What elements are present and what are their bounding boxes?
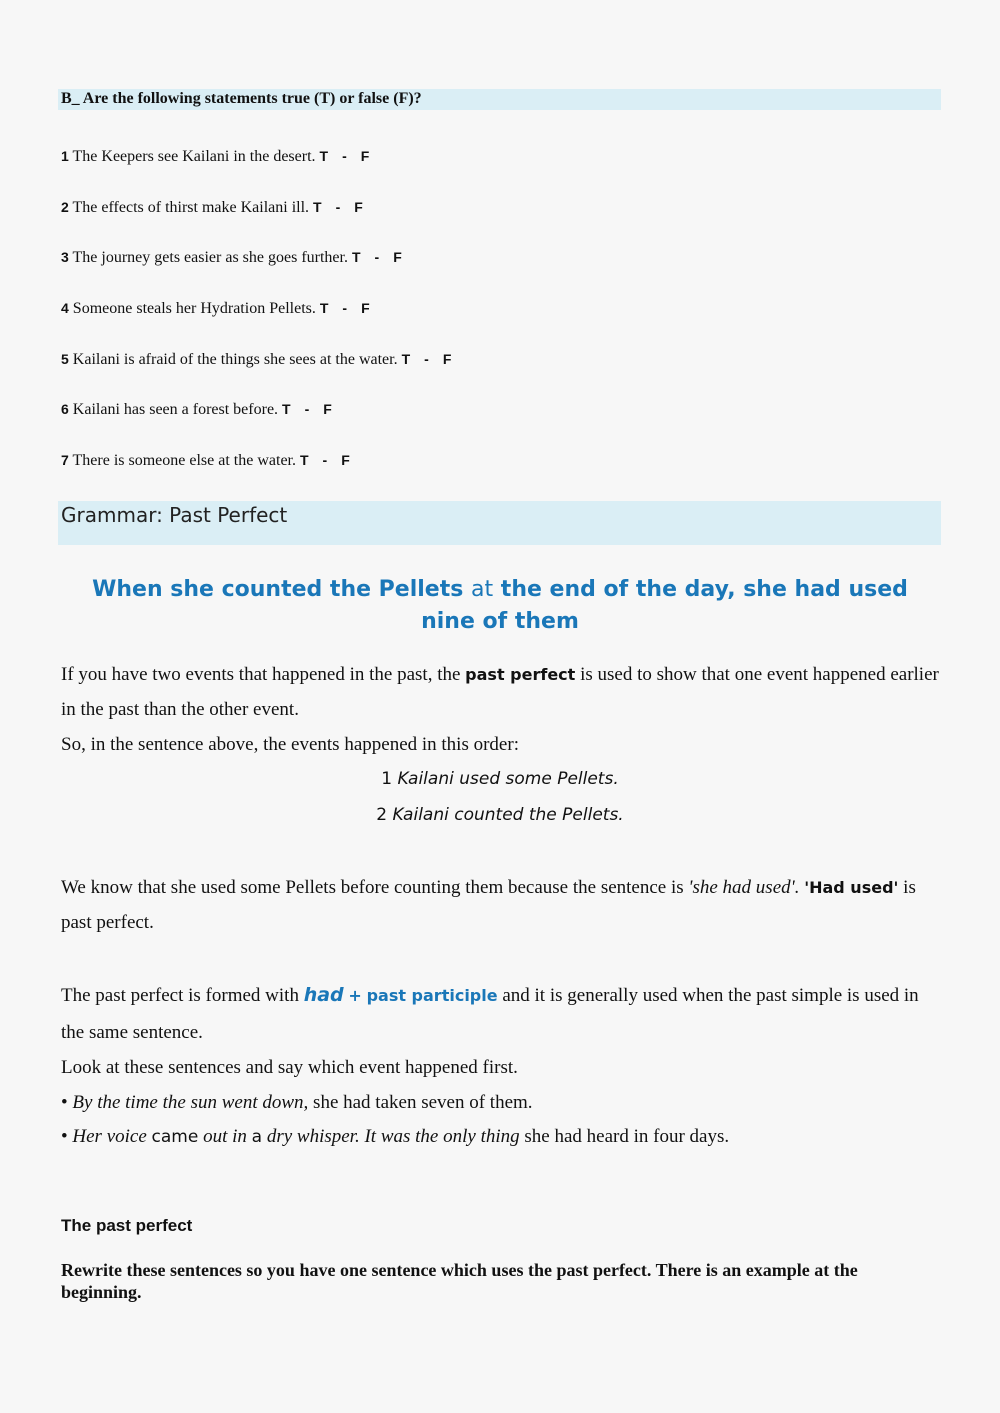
order-item-2 <box>0 805 1000 825</box>
para3-text-a: We know that she used some Pellets before counting them because the sentence is <box>61 877 684 898</box>
true-option[interactable]: T <box>401 351 411 367</box>
true-option[interactable]: T <box>299 452 309 468</box>
dash-separator: - <box>424 351 429 367</box>
formula-past-participle: past participle <box>366 986 498 1005</box>
statement-text: Kailani has seen a forest before. <box>72 401 279 418</box>
para3-text-b: is past perfect. <box>61 877 916 933</box>
dash-separator: - <box>342 148 347 164</box>
bullet1-rest: she had taken seven of them. <box>313 1092 533 1113</box>
false-option[interactable]: F <box>442 351 452 367</box>
statement-number: 1 <box>61 148 69 164</box>
true-false-choice <box>402 351 466 367</box>
true-option[interactable]: T <box>319 300 329 316</box>
example-bullet-1 <box>61 1085 941 1120</box>
order-text: Kailani used some Pellets. <box>397 769 619 789</box>
para1-text-b: is used to show that one event happened earlier in the past than the other event. <box>61 664 939 720</box>
bullet2-sans-1: came <box>151 1127 199 1147</box>
true-false-choice <box>320 300 384 316</box>
bullet-icon: • <box>61 1092 68 1113</box>
false-option[interactable]: F <box>393 249 402 265</box>
dash-separator: - <box>322 452 328 468</box>
true-option[interactable]: T <box>313 199 322 215</box>
exercise-instruction: Rewrite these sentences so you have one sentence which uses the past perfect. There is an example at the beginning. <box>61 1260 858 1302</box>
explanation-paragraph-2: So, in the sentence above, the events happened in this order: <box>61 734 519 755</box>
statement-number: 6 <box>61 401 69 417</box>
bullet2-italic-2: out in <box>203 1126 247 1147</box>
example-sentence-headline <box>70 574 930 638</box>
statement-number: 5 <box>61 351 69 367</box>
headline-at: at <box>471 577 494 602</box>
statement-number: 3 <box>61 249 69 265</box>
statement-item <box>61 452 364 470</box>
dash-separator: - <box>342 300 348 316</box>
exercise-heading: The past perfect <box>61 1216 193 1235</box>
section-b-title: B_ Are the following statements true (T) or false (F)? <box>61 90 422 107</box>
false-option[interactable]: F <box>360 148 370 164</box>
dash-separator: - <box>335 199 341 215</box>
bullet2-italic-3: dry whisper. It was the only thing <box>266 1126 520 1147</box>
explanation-paragraph-4 <box>61 977 941 1051</box>
true-option[interactable]: T <box>282 401 291 417</box>
true-false-choice <box>320 148 384 164</box>
statement-number: 4 <box>61 300 69 316</box>
bullet2-rest: she had heard in four days. <box>524 1126 730 1147</box>
para4-text-b: and it is generally used when the past simple is used in the same sentence. <box>61 985 919 1043</box>
statement-text: Kailani is afraid of the things she sees at the water. <box>72 351 398 368</box>
para4-text-a: The past perfect is formed with <box>61 985 299 1006</box>
para1-bold-term: past perfect <box>465 665 576 684</box>
order-item-1 <box>0 769 1000 789</box>
bullet1-italic: By the time the sun went down, <box>72 1092 309 1113</box>
headline-part2: the end of the day, she had used nine of them <box>421 577 908 634</box>
dash-separator: - <box>374 249 380 265</box>
explanation-paragraph-1 <box>61 657 941 727</box>
statement-text: The Keepers see Kailani in the desert. <box>72 148 316 165</box>
true-false-choice <box>282 401 346 417</box>
statement-item <box>61 401 346 419</box>
false-option[interactable]: F <box>341 452 350 468</box>
explanation-paragraph-3 <box>61 870 941 940</box>
true-option[interactable]: T <box>319 148 329 164</box>
explanation-paragraph-5: Look at these sentences and say which event happened first. <box>61 1057 518 1078</box>
order-text: Kailani counted the Pellets. <box>392 805 624 825</box>
true-false-choice <box>352 249 416 265</box>
example-bullet-2 <box>61 1119 941 1155</box>
statement-text: The effects of thirst make Kailani ill. <box>72 199 310 216</box>
false-option[interactable]: F <box>361 300 370 316</box>
statement-number: 2 <box>61 199 69 215</box>
statement-item <box>61 351 465 369</box>
bullet-icon: • <box>61 1126 68 1147</box>
headline-part1: When she counted the Pellets <box>92 577 464 602</box>
order-num: 1 <box>381 769 393 789</box>
grammar-title: Grammar: Past Perfect <box>61 503 288 527</box>
true-option[interactable]: T <box>351 249 361 265</box>
bullet2-sans-2: a <box>251 1127 263 1147</box>
formula-plus: + <box>348 986 362 1005</box>
dash-separator: - <box>304 401 310 417</box>
statement-item <box>61 148 383 166</box>
formula-had: had <box>303 984 344 1006</box>
order-num: 2 <box>376 805 388 825</box>
true-false-choice <box>313 199 377 215</box>
para3-bold: 'Had used' <box>804 878 899 897</box>
para3-italic: 'she had used'. <box>688 877 800 898</box>
statement-item <box>61 300 384 318</box>
false-option[interactable]: F <box>354 199 363 215</box>
true-false-choice <box>300 452 364 468</box>
statement-item <box>61 199 377 217</box>
statement-number: 7 <box>61 452 69 468</box>
bullet2-italic-1: Her voice <box>72 1126 147 1147</box>
statement-text: Someone steals her Hydration Pellets. <box>72 300 316 317</box>
statement-item <box>61 249 416 267</box>
statement-text: There is someone else at the water. <box>72 452 296 469</box>
statement-text: The journey gets easier as she goes further. <box>72 249 348 266</box>
false-option[interactable]: F <box>323 401 332 417</box>
para1-text-a: If you have two events that happened in the past, the <box>61 664 461 685</box>
